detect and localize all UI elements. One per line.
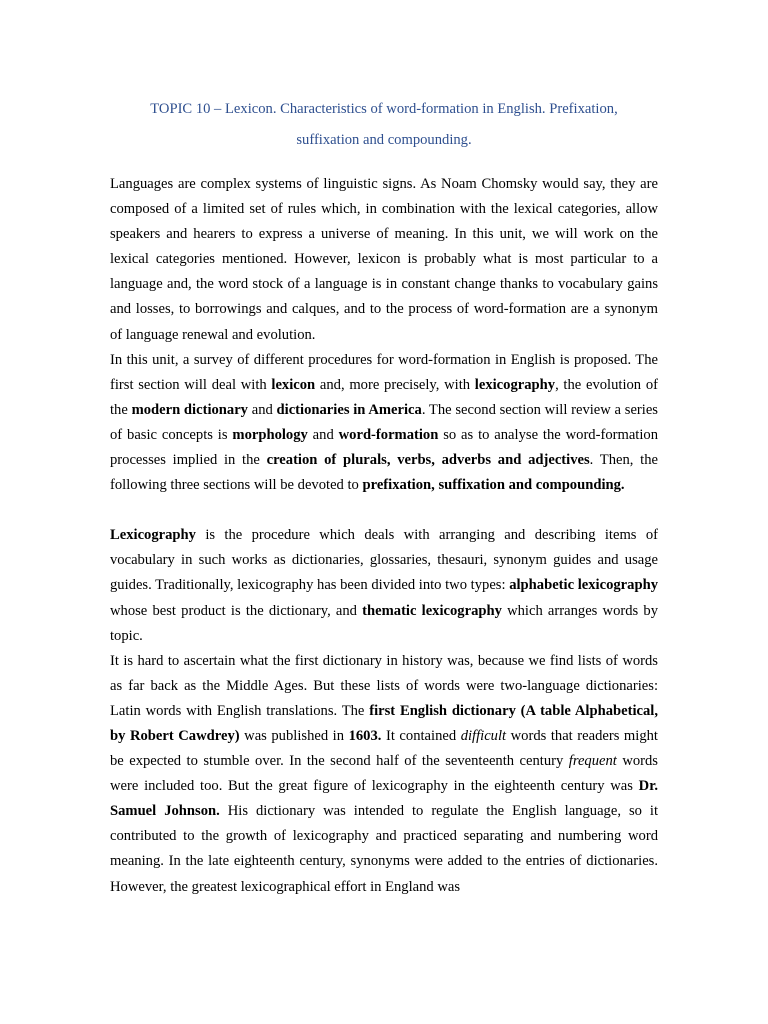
bold-text-run: creation of plurals, verbs, adverbs and adjectives xyxy=(266,452,590,469)
bold-text-run: modern dictionary xyxy=(131,401,248,418)
text-run: which arranges words by topic. xyxy=(110,602,658,644)
text-run: It is hard to ascertain what the first dictionary in history was, because we find lists of words as far back as the Middle Ages. But these lists of words were two-language dictionaries: Latin words with English translations. The xyxy=(110,652,658,719)
topic-title-line-1: TOPIC 10 – Lexicon. Characteristics of word-formation in English. Prefixation, xyxy=(150,101,618,117)
text-run: In this unit, a survey of different procedures for word-formation in English is proposed. The first section will deal with xyxy=(110,351,658,393)
section-spacer xyxy=(110,498,658,523)
bold-text-run: alphabetic lexicography xyxy=(509,577,658,594)
text-run: so as to analyse the word-formation processes implied in the xyxy=(110,426,659,469)
bold-text-run: Dr. Samuel Johnson. xyxy=(110,778,658,820)
text-run: words were included too. But the great figure of lexicography in the eighteenth century was xyxy=(110,753,658,795)
bold-text-run: thematic lexicography xyxy=(362,602,502,619)
text-run: and, more precisely, with xyxy=(315,376,475,393)
bold-text-run: word-formation xyxy=(338,426,439,443)
text-run: Languages are complex systems of linguistic signs. As Noam Chomsky would say, they are composed of a limited set of rules which, in combination with the lexical categories, allow speakers and hearers to express a universe of meaning. In this unit, we will work on the lexical categories mentioned. However, lexicon is probably what is most particular to a language and, the word stock of a language is in constant change thanks to vocabulary gains and losses, to borrowings and calques, and to the process of word-formation are a synonym of language renewal and evolution. xyxy=(110,176,658,343)
bold-text-run: Lexicography xyxy=(110,527,196,544)
text-run: . The second section will review a series of basic concepts is xyxy=(110,401,658,443)
text-run: whose best product is the dictionary, and xyxy=(110,602,363,619)
topic-title-line-2: suffixation and compounding. xyxy=(296,132,472,148)
bold-text-run: first English dictionary (A table Alphabetical, by Robert Cawdrey) xyxy=(110,702,658,744)
bold-text-run: morphology xyxy=(232,426,308,443)
italic-text-run: difficult xyxy=(460,727,507,744)
text-run: . Then, the following three sections will be devoted to xyxy=(110,452,658,494)
text-run: words that readers might be expected to stumble over. In the second half of the seventeenth century xyxy=(110,727,658,770)
topic-title xyxy=(110,94,658,156)
text-run: and xyxy=(307,426,339,443)
text-run: His dictionary was intended to regulate the English language, so it contributed to the growth of lexicography and practiced separating and numbering word meaning. In the late eighteenth century, synonyms were added to the entries of dictionaries. However, the greatest lexicographical effort in England was xyxy=(110,803,658,895)
unit-overview-paragraph xyxy=(110,348,658,499)
italic-text-run: frequent xyxy=(568,753,617,770)
text-run: and xyxy=(247,401,277,418)
text-run: was published in xyxy=(239,727,349,744)
text-run: is the procedure which deals with arranging and describing items of vocabulary in such works as dictionaries, glossaries, thesauri, synonym guides and usage guides. Traditionally, lexicography has been divided into two types: xyxy=(110,527,658,594)
text-run: , the evolution of the xyxy=(110,376,658,418)
bold-text-run: 1603. xyxy=(348,727,382,744)
text-run: It contained xyxy=(381,727,461,744)
bold-text-run: dictionaries in America xyxy=(276,401,422,418)
bold-text-run: prefixation, suffixation and compounding. xyxy=(362,477,625,494)
bold-text-run: lexicon xyxy=(271,376,316,393)
title-spacer xyxy=(110,156,658,172)
lexicography-definition-paragraph xyxy=(110,523,658,648)
intro-paragraph xyxy=(110,172,658,348)
dictionary-history-paragraph xyxy=(110,649,658,900)
bold-text-run: lexicography xyxy=(474,376,556,393)
